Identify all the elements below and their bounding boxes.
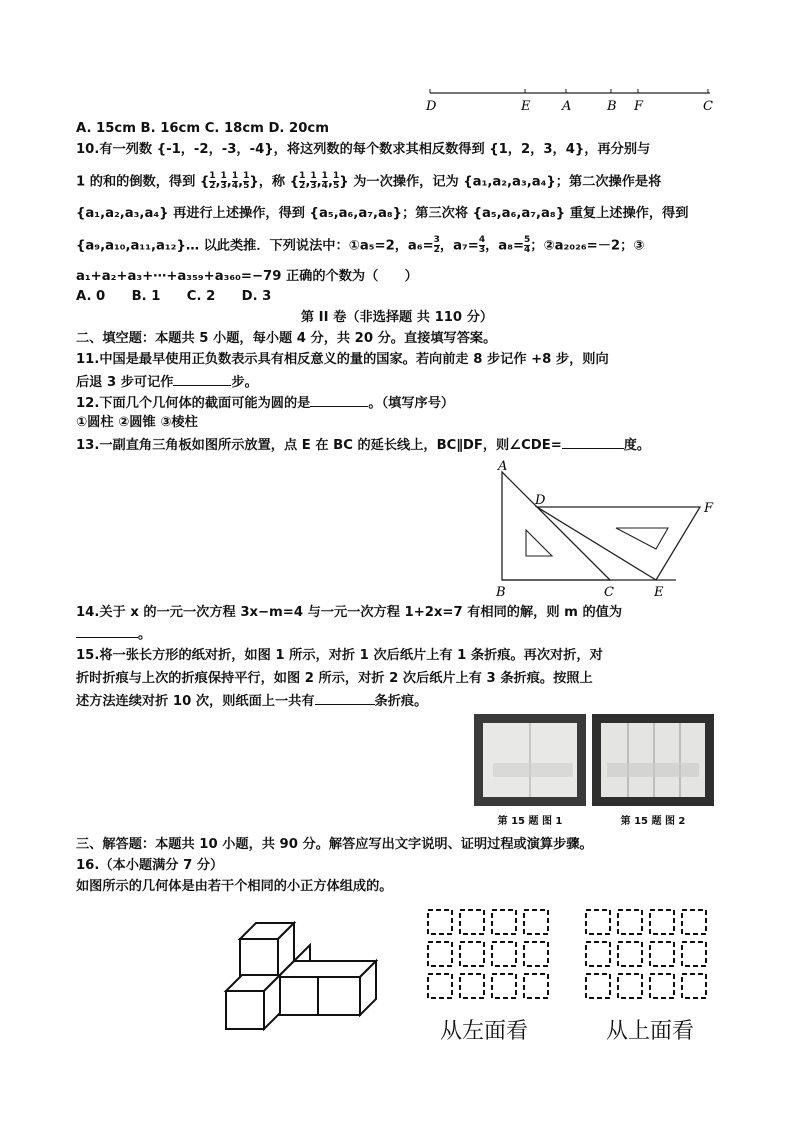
photo-caption-1: 第 15 题 图 1 [497,816,563,827]
q13-line1: 13.一副直角三角板如图所示放置，点 E 在 BC 的延长线上，BC∥DF，则∠CDE= 度。 [76,438,651,453]
q11-line2: 后退 3 步可记作 步。 [76,375,258,390]
q15-line2: 折时折痕与上次的折痕保持平行，如图 2 所示，对折 2 次后纸片上有 3 条折痕。按照上 [76,671,593,686]
label-e: E [654,585,664,600]
left-view-grid [424,906,554,1014]
q10-line5: a₁+a₂+a₃+⋯+a₃₅₉+a₃₆₀=−79 正确的个数为（ ） [76,269,418,284]
q10-line4: {a₉,a₁₀,a₁₁,a₁₂}… 以此类推．下列说法中：①a₅=2，a₆= $\frac{3}{2}$ ，a₇= $\frac{4}{3}$ ，a₈= $\frac{5}{4}$ ；②a₂₀₂₆=－2；③ [76,235,645,255]
triangle-rulers-figure [490,458,730,600]
label-c: C [604,585,614,600]
q15-answer-blank [315,692,375,705]
q16-line1: 16.（本小题满分 7 分） [76,858,224,873]
folded-paper-photo-1 [474,714,586,806]
q15-line1: 15.将一张长方形的纸对折，如图 1 所示，对折 1 次后纸片上有 1 条折痕。再次对折，对 [76,648,603,663]
inner-hole-30 [616,528,668,549]
label-f: F [704,501,714,516]
point-label-a: A [562,99,572,114]
q14-answer-blank [76,625,138,638]
point-label-f: F [634,99,644,114]
q10-line2: 1 的和的倒数，得到 { $\frac{1}{2}$ , $\frac{1}{3}$ , $\frac{1}{4}$ , $\frac{1}{5}$ }，称 { $\frac{1}{2}$ , $\frac{1}{3}$ , $\frac{1}{4}$ , $\frac{1}{5}$ } 为一次操作，记为 {a₁,a₂,a₃,a₄}；第二次操作是将 [76,171,662,191]
q10-options: A. 0 B. 1 C. 2 D. 3 [76,289,272,304]
q14-line1: 14.关于 x 的一元一次方程 3x−m=4 与一元一次方程 1+2x=7 有相同的解，则 m 的值为 [76,605,623,620]
folded-paper-photo-2 [592,714,714,806]
q9-options: A. 15cm B. 16cm C. 18cm D. 20cm [76,121,329,136]
section3-intro: 三、解答题：本题共 10 小题，共 90 分。解答应写出文字说明、证明过程或演算步骤。 [76,837,593,852]
q14-line2: 。 [76,625,151,644]
inner-hole-45 [526,530,552,556]
q12-answer-blank [310,394,368,407]
photo-caption-2: 第 15 题 图 2 [620,816,686,827]
section2-intro: 二、填空题：本题共 5 小题，每小题 4 分，共 20 分。直接填写答案。 [76,331,497,346]
q15-line3: 述方法连续对折 10 次，则纸面上一共有 条折痕。 [76,694,428,709]
q16-line2: 如图所示的几何体是由若干个相同的小正方体组成的。 [76,879,393,894]
segment-figure [420,80,720,114]
label-a: A [498,459,508,474]
q13-answer-blank [562,436,624,449]
label-d: D [535,493,546,508]
q10-line1: 10.有一列数 {-1，-2，-3，-4}，将这列数的每个数求其相反数得到 {1，2，3，4}，再分别与 [76,142,651,157]
point-label-c: C [703,99,713,114]
q11-answer-blank [173,373,231,386]
section2-title: 第 II 卷（非选择题 共 110 分） [300,310,494,325]
point-label-b: B [607,99,617,114]
point-label-d: D [426,99,437,114]
q11-line1: 11.中国是最早使用正负数表示具有相反意义的量的国家。若向前走 8 步记作 +8 步，则向 [76,352,609,367]
caption-top-view: 从上面看 [606,1019,695,1044]
label-b: B [496,585,506,600]
q12-line2: ①圆柱 ②圆锥 ③棱柱 [76,415,198,430]
top-view-grid [582,906,712,1014]
right-triangle-45 [502,472,610,580]
point-label-e: E [521,99,531,114]
caption-left-view: 从左面看 [440,1019,529,1044]
q10-line3: {a₁,a₂,a₃,a₄} 再进行上述操作，得到 {a₅,a₆,a₇,a₈}；第三次将 {a₅,a₆,a₇,a₈} 重复上述操作，得到 [76,206,689,221]
q12-line1: 12.下面几个几何体的截面可能为圆的是 。（填写序号） [76,396,455,411]
right-triangle-30 [537,507,700,580]
cubes-solid-figure [222,915,382,1035]
